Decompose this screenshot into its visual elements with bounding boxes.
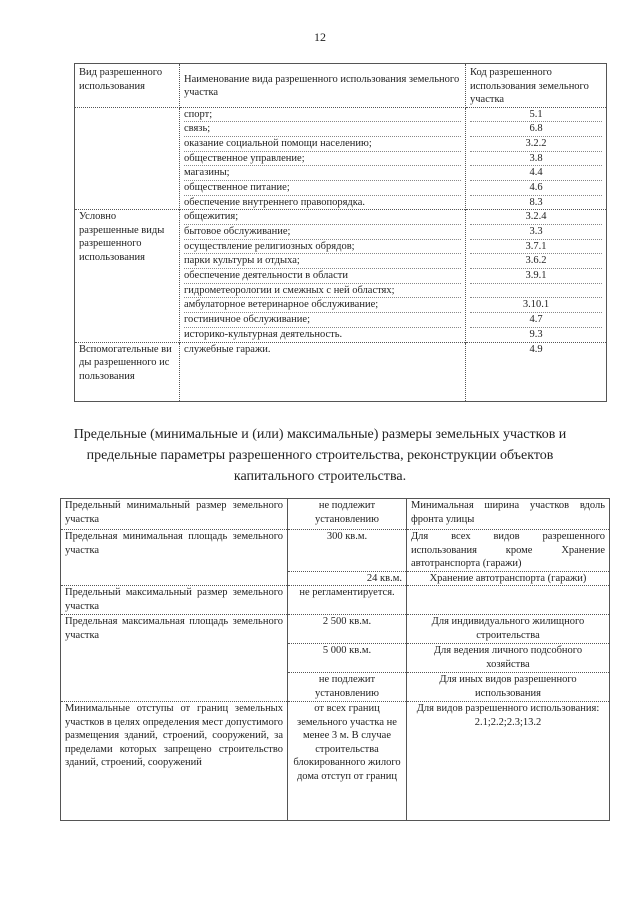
use-name: обеспечение деятельности в области: [184, 269, 461, 284]
use-name: амбулаторное ветеринарное обслуживание;: [184, 298, 461, 313]
param-name: Предельная минимальная площадь земельного участка: [61, 530, 288, 586]
header-name: Наименование вида разрешенного использования земельного участка: [180, 64, 466, 108]
param-note: Для видов разрешенного использования: 2.1;2.2;2.3;13.2: [407, 702, 610, 821]
param-name: Минимальные отступы от границ земельных участков в целях определения мест допустимого размещения зданий, строений, сооружений, за пределами которых запрещено строительство зданий, строений, сооружений: [61, 702, 288, 821]
param-note: Для всех видов разрешенного использования кроме Хранение автотранспорта (гаражи): [407, 530, 610, 572]
group-codes: [466, 342, 607, 401]
param-value: от всех границ земельного участка не менее 3 м. В случае строительства блокированного жилого дома отступ от границ: [288, 702, 407, 821]
land-use-table: [74, 63, 607, 402]
table-row: [61, 499, 610, 530]
param-note: Хранение автотранспорта (гаражи): [407, 571, 610, 586]
parameters-table: [60, 498, 610, 821]
group-type: [75, 107, 180, 210]
use-name: связь;: [184, 122, 461, 137]
header-type: Вид разрешенного использования: [75, 64, 180, 108]
use-name: осуществление религиозных обрядов;: [184, 240, 461, 255]
use-code: 6.8: [470, 122, 602, 137]
param-note: Минимальная ширина участков вдоль фронта улицы: [407, 499, 610, 530]
use-code: 8.3: [529, 196, 543, 208]
group-row-auxiliary: [75, 342, 607, 401]
use-code: 3.7.1: [470, 240, 602, 255]
group-row-conditional: [75, 210, 607, 342]
use-name: гидрометеорологии и смежных с ней областях;: [184, 284, 461, 299]
group-row-main: [75, 107, 607, 210]
use-name: бытовое обслуживание;: [184, 225, 461, 240]
use-code: 9.3: [529, 328, 543, 340]
param-name: Предельный минимальный размер земельного участка: [61, 499, 288, 530]
use-name: служебные гаражи.: [184, 343, 271, 355]
use-name: магазины;: [184, 166, 461, 181]
param-note: Для иных видов разрешенного использования: [407, 673, 610, 702]
table-row: [61, 615, 610, 644]
group-codes: [466, 210, 607, 342]
use-code: 3.3: [470, 225, 602, 240]
group-type: Условно разрешенные виды разрешенного использования: [75, 210, 180, 342]
use-code: 4.6: [470, 181, 602, 196]
param-name: Предельная максимальная площадь земельного участка: [61, 615, 288, 702]
table-header-row: [75, 64, 607, 108]
use-code: 3.6.2: [470, 254, 602, 269]
param-value: не регламентируется.: [288, 586, 407, 615]
param-note: [407, 586, 610, 615]
use-code: 5.1: [470, 108, 602, 123]
group-names: [180, 210, 466, 342]
param-value: 5 000 кв.м.: [288, 644, 407, 673]
param-name: Предельный максимальный размер земельного участка: [61, 586, 288, 615]
use-name: спорт;: [184, 108, 461, 123]
param-value: 2 500 кв.м.: [288, 615, 407, 644]
group-names: [180, 107, 466, 210]
use-code: 4.4: [470, 166, 602, 181]
use-name: обеспечение внутреннего правопорядка.: [184, 196, 365, 208]
page-number: 12: [314, 30, 326, 44]
table-row: [61, 530, 610, 572]
use-name: парки культуры и отдыха;: [184, 254, 461, 269]
table-row: [61, 586, 610, 615]
use-code: 3.10.1: [470, 298, 602, 313]
param-value: 300 кв.м.: [288, 530, 407, 572]
use-name: общественное питание;: [184, 181, 461, 196]
table-row: [61, 702, 610, 821]
use-name: оказание социальной помощи населению;: [184, 137, 461, 152]
use-code: 3.2.2: [470, 137, 602, 152]
param-value: не подлежит установлению: [288, 499, 407, 530]
use-name: общежития;: [184, 210, 461, 225]
group-names: [180, 342, 466, 401]
use-name: историко-культурная деятельность.: [184, 328, 343, 340]
param-note: Для индивидуального жилищного строительства: [407, 615, 610, 644]
header-code: Код разрешенного использования земельного участка: [466, 64, 607, 108]
group-type: Вспомогательные виды разрешенного использования: [75, 342, 180, 401]
use-name: гостиничное обслуживание;: [184, 313, 461, 328]
use-code: [470, 284, 602, 299]
use-code: 4.9: [529, 343, 543, 355]
group-codes: [466, 107, 607, 210]
use-code: 3.2.4: [470, 210, 602, 225]
use-code: 3.9.1: [470, 269, 602, 284]
section-heading: Предельные (минимальные и (или) максимальные) размеры земельных участков и предельные параметры разрешенного строительства, реконструкции объектов капитального строительства.: [73, 427, 567, 484]
use-name: общественное управление;: [184, 152, 461, 167]
param-value: не подлежит установлению: [288, 673, 407, 702]
use-code: 4.7: [470, 313, 602, 328]
param-note: Для ведения личного подсобного хозяйства: [407, 644, 610, 673]
use-code: 3.8: [470, 152, 602, 167]
param-value: 24 кв.м.: [288, 571, 407, 586]
